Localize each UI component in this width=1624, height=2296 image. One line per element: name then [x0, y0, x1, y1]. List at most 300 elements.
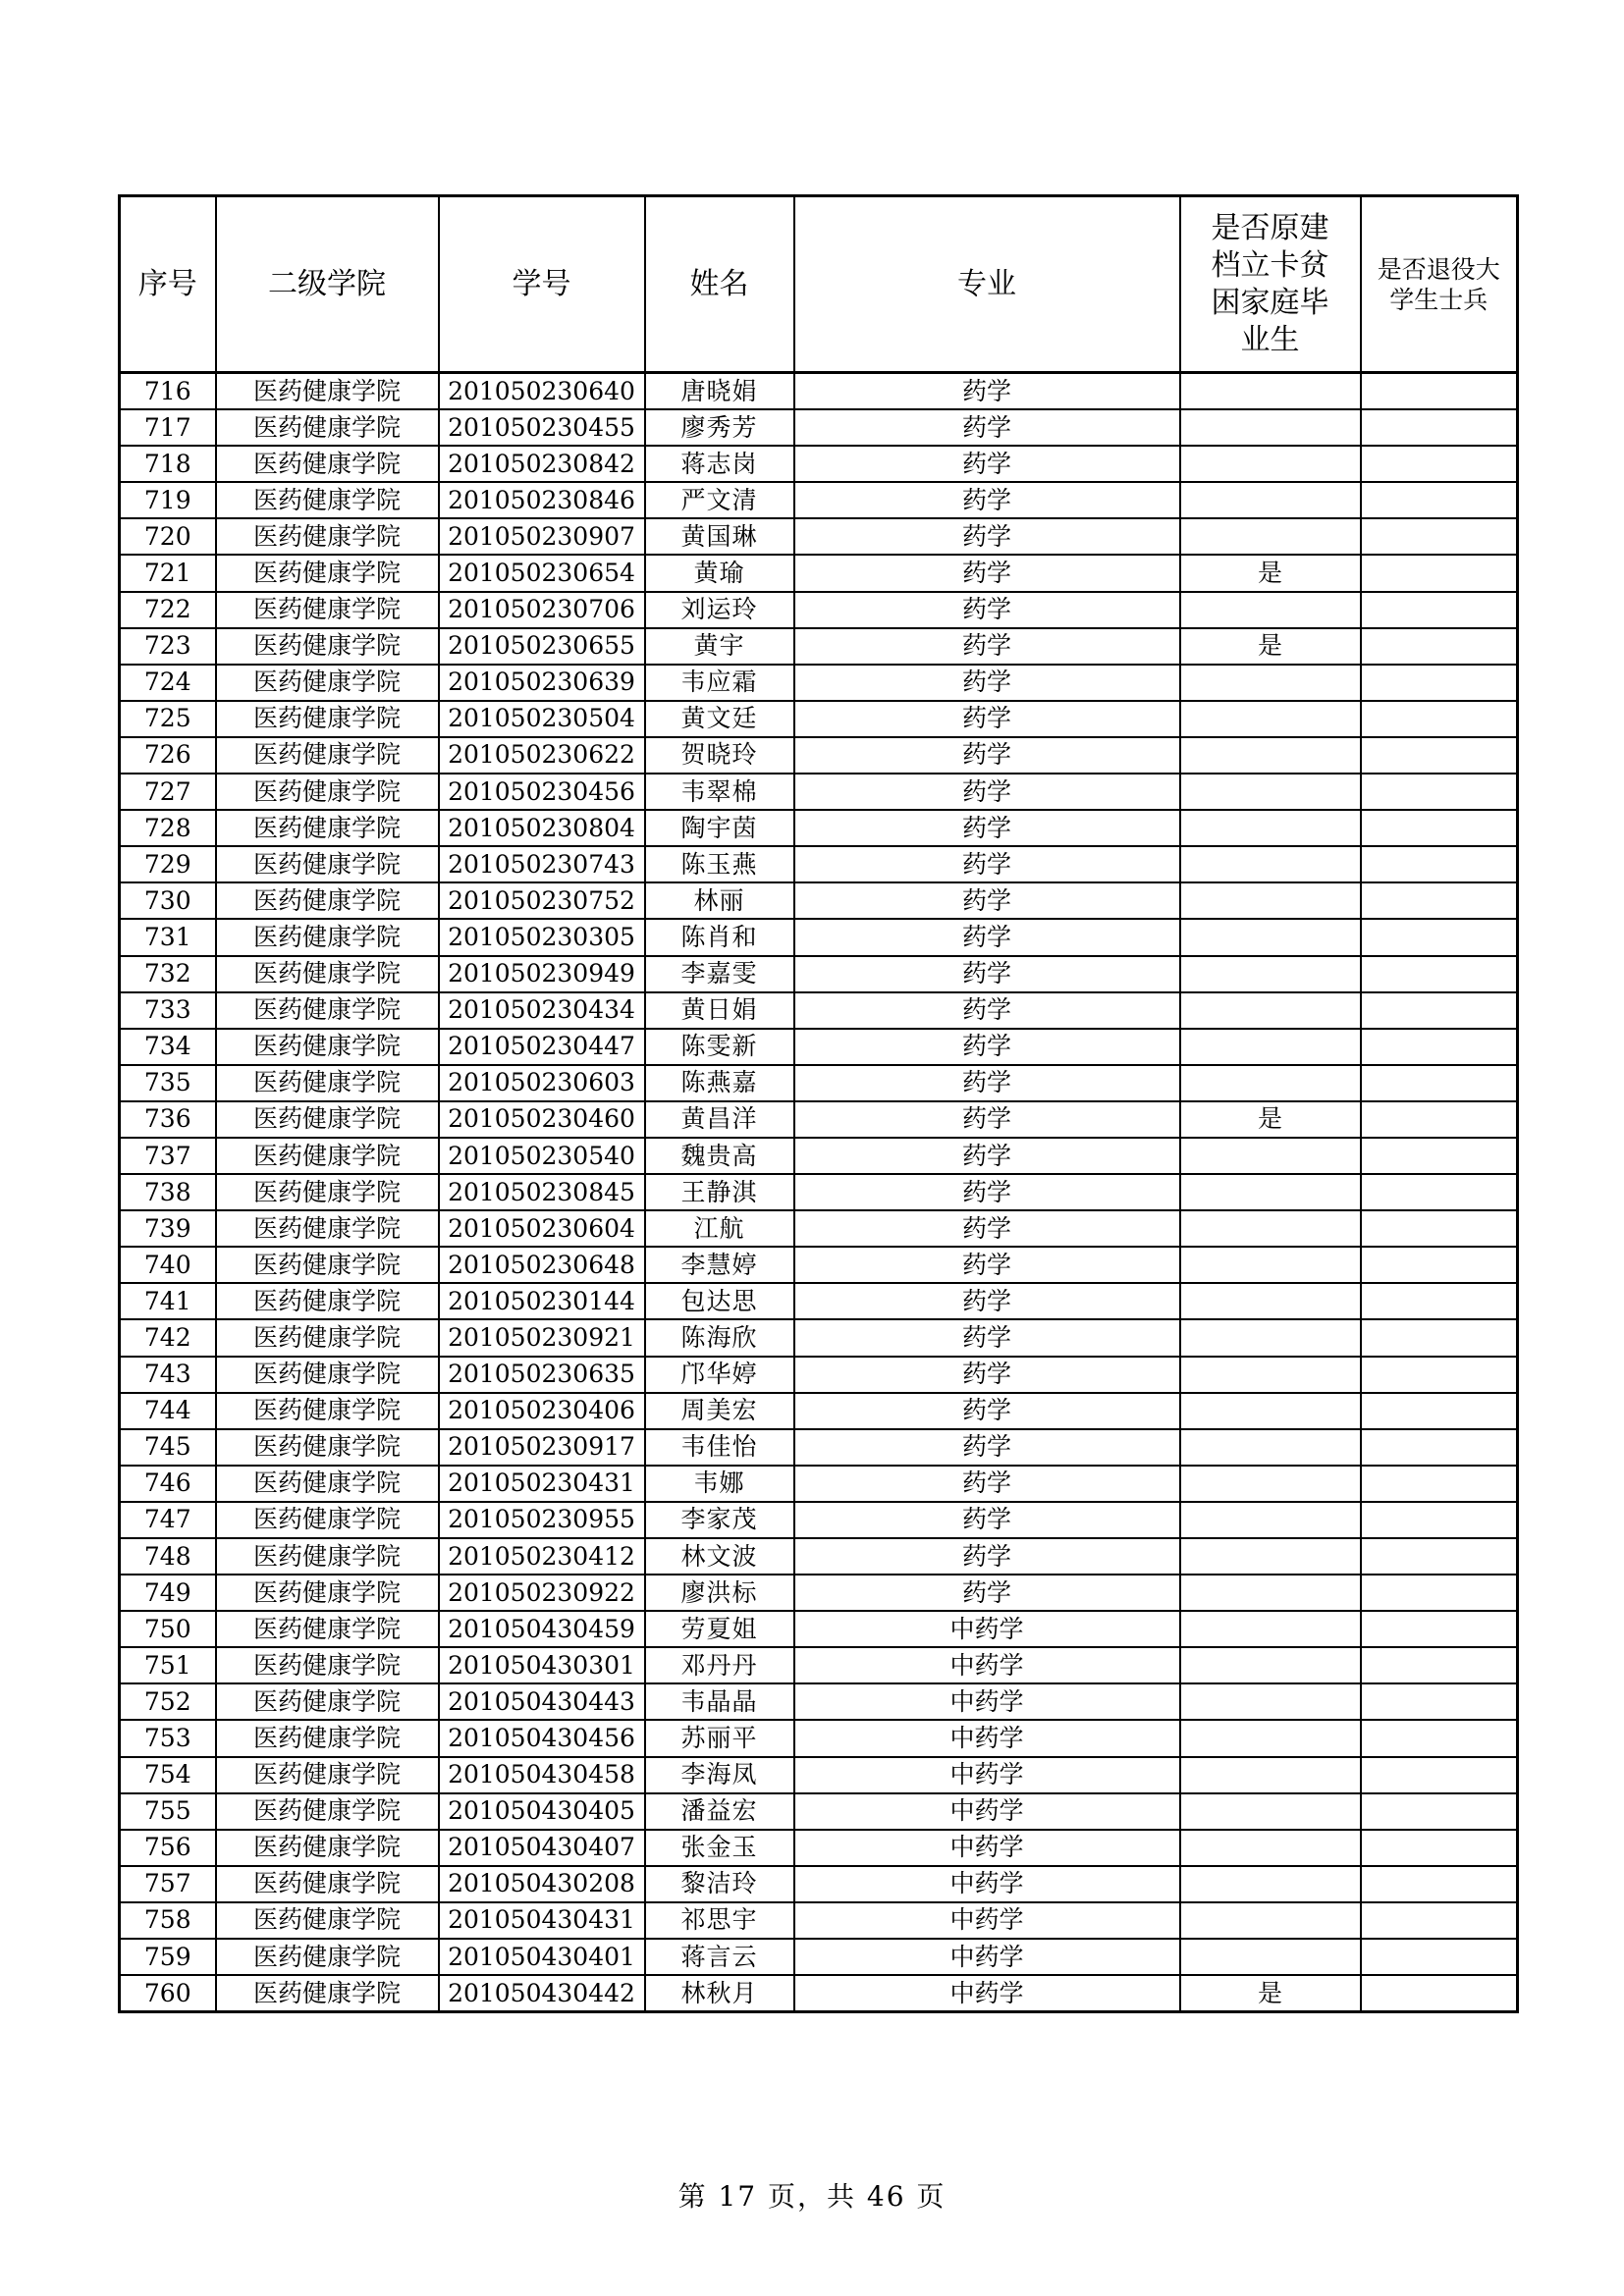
cell-poverty — [1180, 1174, 1361, 1210]
cell-student-id: 201050230447 — [439, 1029, 645, 1065]
cell-seq: 721 — [120, 555, 216, 591]
cell-college: 医药健康学院 — [216, 1793, 439, 1830]
cell-name: 陈玉燕 — [645, 846, 794, 882]
cell-college: 医药健康学院 — [216, 1720, 439, 1756]
cell-college: 医药健康学院 — [216, 701, 439, 737]
cell-poverty — [1180, 919, 1361, 955]
cell-poverty — [1180, 1939, 1361, 1975]
table-row — [120, 628, 1518, 665]
cell-seq: 729 — [120, 846, 216, 882]
table-row — [120, 992, 1518, 1029]
cell-college: 医药健康学院 — [216, 409, 439, 446]
cell-student-id: 201050430401 — [439, 1939, 645, 1975]
cell-name: 陈雯新 — [645, 1029, 794, 1065]
table-row — [120, 446, 1518, 482]
table-row — [120, 846, 1518, 882]
cell-college: 医药健康学院 — [216, 1902, 439, 1939]
cell-veteran — [1361, 665, 1518, 701]
cell-student-id: 201050230955 — [439, 1502, 645, 1538]
cell-college: 医药健康学院 — [216, 1319, 439, 1356]
cell-veteran — [1361, 1502, 1518, 1538]
cell-poverty — [1180, 701, 1361, 737]
table-row — [120, 1502, 1518, 1538]
table-row — [120, 1210, 1518, 1247]
table-row — [120, 1975, 1518, 2012]
table-row — [120, 1029, 1518, 1065]
cell-seq: 724 — [120, 665, 216, 701]
cell-poverty — [1180, 1538, 1361, 1575]
cell-college: 医药健康学院 — [216, 1611, 439, 1647]
cell-name: 唐晓娟 — [645, 373, 794, 410]
cell-seq: 745 — [120, 1429, 216, 1466]
cell-major: 药学 — [794, 1210, 1180, 1247]
cell-student-id: 201050230648 — [439, 1247, 645, 1283]
cell-veteran — [1361, 1466, 1518, 1502]
cell-major: 中药学 — [794, 1647, 1180, 1683]
cell-poverty — [1180, 1793, 1361, 1830]
cell-veteran — [1361, 1393, 1518, 1429]
cell-student-id: 201050230460 — [439, 1101, 645, 1138]
cell-poverty — [1180, 1283, 1361, 1319]
cell-name: 黄日娟 — [645, 992, 794, 1029]
table-row — [120, 1793, 1518, 1830]
table-row — [120, 737, 1518, 774]
cell-poverty — [1180, 373, 1361, 410]
cell-name: 林秋月 — [645, 1975, 794, 2012]
cell-poverty — [1180, 665, 1361, 701]
cell-college: 医药健康学院 — [216, 592, 439, 628]
cell-student-id: 201050430443 — [439, 1683, 645, 1720]
cell-college: 医药健康学院 — [216, 919, 439, 955]
table-row — [120, 1538, 1518, 1575]
cell-seq: 741 — [120, 1283, 216, 1319]
table-row — [120, 1611, 1518, 1647]
cell-poverty — [1180, 482, 1361, 518]
cell-veteran — [1361, 1429, 1518, 1466]
cell-seq: 757 — [120, 1866, 216, 1902]
cell-veteran — [1361, 1683, 1518, 1720]
cell-major: 药学 — [794, 992, 1180, 1029]
cell-poverty — [1180, 518, 1361, 555]
cell-college: 医药健康学院 — [216, 1975, 439, 2012]
cell-poverty — [1180, 592, 1361, 628]
cell-seq: 719 — [120, 482, 216, 518]
cell-name: 周美宏 — [645, 1393, 794, 1429]
cell-major: 药学 — [794, 1101, 1180, 1138]
cell-veteran — [1361, 1029, 1518, 1065]
cell-seq: 752 — [120, 1683, 216, 1720]
table-row — [120, 1357, 1518, 1393]
cell-name: 刘运玲 — [645, 592, 794, 628]
cell-poverty — [1180, 737, 1361, 774]
cell-major: 中药学 — [794, 1611, 1180, 1647]
cell-seq: 733 — [120, 992, 216, 1029]
table-row — [120, 882, 1518, 919]
cell-college: 医药健康学院 — [216, 1830, 439, 1866]
cell-name: 黄国琳 — [645, 518, 794, 555]
cell-major: 药学 — [794, 592, 1180, 628]
table-row — [120, 1393, 1518, 1429]
cell-major: 药学 — [794, 1283, 1180, 1319]
cell-name: 祁思宇 — [645, 1902, 794, 1939]
cell-college: 医药健康学院 — [216, 1466, 439, 1502]
cell-name: 韦佳怡 — [645, 1429, 794, 1466]
cell-name: 黄瑜 — [645, 555, 794, 591]
table-row — [120, 1939, 1518, 1975]
cell-student-id: 201050230455 — [439, 409, 645, 446]
table-row — [120, 774, 1518, 810]
cell-student-id: 201050230706 — [439, 592, 645, 628]
cell-poverty — [1180, 1502, 1361, 1538]
cell-poverty — [1180, 1575, 1361, 1611]
cell-seq: 760 — [120, 1975, 216, 2012]
cell-name: 黎洁玲 — [645, 1866, 794, 1902]
cell-name: 严文清 — [645, 482, 794, 518]
cell-seq: 755 — [120, 1793, 216, 1830]
cell-seq: 730 — [120, 882, 216, 919]
cell-seq: 750 — [120, 1611, 216, 1647]
table-row — [120, 1683, 1518, 1720]
cell-seq: 744 — [120, 1393, 216, 1429]
cell-seq: 740 — [120, 1247, 216, 1283]
cell-seq: 751 — [120, 1647, 216, 1683]
cell-student-id: 201050430459 — [439, 1611, 645, 1647]
cell-major: 药学 — [794, 1466, 1180, 1502]
cell-poverty — [1180, 956, 1361, 992]
cell-student-id: 201050230144 — [439, 1283, 645, 1319]
cell-name: 蒋言云 — [645, 1939, 794, 1975]
cell-seq: 716 — [120, 373, 216, 410]
cell-student-id: 201050430405 — [439, 1793, 645, 1830]
cell-poverty — [1180, 1866, 1361, 1902]
cell-student-id: 201050230622 — [439, 737, 645, 774]
cell-college: 医药健康学院 — [216, 1429, 439, 1466]
cell-seq: 747 — [120, 1502, 216, 1538]
cell-veteran — [1361, 409, 1518, 446]
cell-major: 药学 — [794, 701, 1180, 737]
cell-college: 医药健康学院 — [216, 1866, 439, 1902]
cell-name: 潘益宏 — [645, 1793, 794, 1830]
cell-seq: 732 — [120, 956, 216, 992]
cell-name: 苏丽平 — [645, 1720, 794, 1756]
cell-major: 中药学 — [794, 1720, 1180, 1756]
cell-student-id: 201050430431 — [439, 1902, 645, 1939]
cell-name: 韦翠棉 — [645, 774, 794, 810]
cell-college: 医药健康学院 — [216, 1757, 439, 1793]
cell-name: 陶宇茵 — [645, 810, 794, 846]
cell-veteran — [1361, 882, 1518, 919]
table-row — [120, 1720, 1518, 1756]
cell-name: 韦晶晶 — [645, 1683, 794, 1720]
cell-student-id: 201050230456 — [439, 774, 645, 810]
table-row — [120, 665, 1518, 701]
cell-veteran — [1361, 1138, 1518, 1174]
cell-seq: 734 — [120, 1029, 216, 1065]
cell-veteran — [1361, 1866, 1518, 1902]
cell-name: 廖秀芳 — [645, 409, 794, 446]
cell-college: 医药健康学院 — [216, 1393, 439, 1429]
cell-name: 劳夏姐 — [645, 1611, 794, 1647]
cell-name: 江航 — [645, 1210, 794, 1247]
cell-major: 药学 — [794, 956, 1180, 992]
cell-seq: 722 — [120, 592, 216, 628]
cell-student-id: 201050230434 — [439, 992, 645, 1029]
cell-veteran — [1361, 592, 1518, 628]
cell-college: 医药健康学院 — [216, 1065, 439, 1101]
cell-major: 中药学 — [794, 1902, 1180, 1939]
cell-student-id: 201050230504 — [439, 701, 645, 737]
table-row — [120, 701, 1518, 737]
cell-major: 药学 — [794, 1538, 1180, 1575]
page-footer: 第 17 页，共 46 页 — [677, 2180, 947, 2213]
cell-college: 医药健康学院 — [216, 1357, 439, 1393]
table-row — [120, 1466, 1518, 1502]
cell-college: 医药健康学院 — [216, 810, 439, 846]
cell-poverty — [1180, 1466, 1361, 1502]
cell-student-id: 201050230412 — [439, 1538, 645, 1575]
cell-student-id: 201050230635 — [439, 1357, 645, 1393]
cell-veteran — [1361, 1647, 1518, 1683]
table-row — [120, 1174, 1518, 1210]
cell-student-id: 201050230917 — [439, 1429, 645, 1466]
cell-major: 药学 — [794, 1029, 1180, 1065]
cell-student-id: 201050230804 — [439, 810, 645, 846]
cell-name: 陈燕嘉 — [645, 1065, 794, 1101]
cell-name: 蒋志岗 — [645, 446, 794, 482]
cell-veteran — [1361, 810, 1518, 846]
cell-major: 药学 — [794, 1138, 1180, 1174]
cell-student-id: 201050230655 — [439, 628, 645, 665]
cell-poverty — [1180, 1138, 1361, 1174]
cell-seq: 749 — [120, 1575, 216, 1611]
cell-college: 医药健康学院 — [216, 956, 439, 992]
cell-veteran — [1361, 1101, 1518, 1138]
cell-poverty — [1180, 1029, 1361, 1065]
table-row — [120, 1647, 1518, 1683]
cell-major: 药学 — [794, 665, 1180, 701]
cell-poverty — [1180, 1393, 1361, 1429]
cell-major: 药学 — [794, 518, 1180, 555]
cell-major: 中药学 — [794, 1793, 1180, 1830]
table-row — [120, 1830, 1518, 1866]
cell-student-id: 201050230949 — [439, 956, 645, 992]
cell-major: 中药学 — [794, 1757, 1180, 1793]
cell-major: 药学 — [794, 1319, 1180, 1356]
table-row — [120, 592, 1518, 628]
cell-student-id: 201050230431 — [439, 1466, 645, 1502]
cell-name: 邝华婷 — [645, 1357, 794, 1393]
cell-college: 医药健康学院 — [216, 992, 439, 1029]
cell-college: 医药健康学院 — [216, 1101, 439, 1138]
cell-major: 药学 — [794, 1393, 1180, 1429]
cell-seq: 737 — [120, 1138, 216, 1174]
cell-major: 药学 — [794, 555, 1180, 591]
cell-poverty — [1180, 1357, 1361, 1393]
cell-poverty — [1180, 810, 1361, 846]
cell-poverty: 是 — [1180, 628, 1361, 665]
cell-name: 王静淇 — [645, 1174, 794, 1210]
cell-college: 医药健康学院 — [216, 1029, 439, 1065]
header-veteran-text: 是否退役大学生士兵 — [1377, 254, 1500, 314]
cell-major: 中药学 — [794, 1866, 1180, 1902]
cell-veteran — [1361, 956, 1518, 992]
cell-college: 医药健康学院 — [216, 882, 439, 919]
cell-veteran — [1361, 1793, 1518, 1830]
cell-veteran — [1361, 1319, 1518, 1356]
cell-veteran — [1361, 1065, 1518, 1101]
cell-veteran — [1361, 992, 1518, 1029]
cell-student-id: 201050230907 — [439, 518, 645, 555]
cell-major: 药学 — [794, 1429, 1180, 1466]
table-body — [120, 373, 1518, 2012]
header-major: 专业 — [794, 196, 1180, 373]
cell-student-id: 201050430407 — [439, 1830, 645, 1866]
cell-student-id: 201050230640 — [439, 373, 645, 410]
cell-seq: 758 — [120, 1902, 216, 1939]
header-name: 姓名 — [645, 196, 794, 373]
table-row — [120, 956, 1518, 992]
cell-student-id: 201050430301 — [439, 1647, 645, 1683]
cell-poverty — [1180, 1830, 1361, 1866]
cell-seq: 718 — [120, 446, 216, 482]
cell-student-id: 201050230842 — [439, 446, 645, 482]
cell-seq: 728 — [120, 810, 216, 846]
cell-major: 中药学 — [794, 1830, 1180, 1866]
cell-student-id: 201050230603 — [439, 1065, 645, 1101]
cell-seq: 756 — [120, 1830, 216, 1866]
table-row — [120, 1902, 1518, 1939]
cell-seq: 743 — [120, 1357, 216, 1393]
cell-student-id: 201050230639 — [439, 665, 645, 701]
cell-veteran — [1361, 446, 1518, 482]
cell-college: 医药健康学院 — [216, 1283, 439, 1319]
cell-college: 医药健康学院 — [216, 446, 439, 482]
table-row — [120, 555, 1518, 591]
cell-veteran — [1361, 1830, 1518, 1866]
cell-college: 医药健康学院 — [216, 1174, 439, 1210]
cell-college: 医药健康学院 — [216, 774, 439, 810]
cell-college: 医药健康学院 — [216, 1138, 439, 1174]
cell-poverty — [1180, 446, 1361, 482]
cell-major: 药学 — [794, 1575, 1180, 1611]
cell-name: 韦应霜 — [645, 665, 794, 701]
cell-veteran — [1361, 774, 1518, 810]
cell-veteran — [1361, 1611, 1518, 1647]
cell-major: 药学 — [794, 846, 1180, 882]
cell-student-id: 201050430208 — [439, 1866, 645, 1902]
cell-poverty — [1180, 774, 1361, 810]
cell-veteran — [1361, 1720, 1518, 1756]
cell-poverty — [1180, 1210, 1361, 1247]
cell-poverty: 是 — [1180, 1975, 1361, 2012]
cell-college: 医药健康学院 — [216, 1247, 439, 1283]
cell-major: 药学 — [794, 1247, 1180, 1283]
cell-veteran — [1361, 1975, 1518, 2012]
cell-student-id: 201050230922 — [439, 1575, 645, 1611]
table-row — [120, 1575, 1518, 1611]
table-row — [120, 1319, 1518, 1356]
cell-poverty — [1180, 1319, 1361, 1356]
cell-name: 李嘉雯 — [645, 956, 794, 992]
cell-name: 林文波 — [645, 1538, 794, 1575]
table-row — [120, 518, 1518, 555]
cell-name: 黄文廷 — [645, 701, 794, 737]
cell-college: 医药健康学院 — [216, 737, 439, 774]
header-poverty — [1180, 196, 1361, 373]
cell-poverty — [1180, 1611, 1361, 1647]
cell-veteran — [1361, 1247, 1518, 1283]
cell-major: 中药学 — [794, 1683, 1180, 1720]
table-row — [120, 1429, 1518, 1466]
table-row — [120, 810, 1518, 846]
cell-student-id: 201050230845 — [439, 1174, 645, 1210]
cell-name: 包达思 — [645, 1283, 794, 1319]
cell-college: 医药健康学院 — [216, 482, 439, 518]
table-row — [120, 1247, 1518, 1283]
cell-veteran — [1361, 1757, 1518, 1793]
table-row — [120, 1065, 1518, 1101]
cell-major: 药学 — [794, 373, 1180, 410]
header-seq: 序号 — [120, 196, 216, 373]
cell-major: 药学 — [794, 774, 1180, 810]
cell-seq: 717 — [120, 409, 216, 446]
cell-major: 药学 — [794, 1174, 1180, 1210]
cell-veteran — [1361, 737, 1518, 774]
header-student-id: 学号 — [439, 196, 645, 373]
cell-seq: 725 — [120, 701, 216, 737]
cell-name: 廖洪标 — [645, 1575, 794, 1611]
cell-seq: 723 — [120, 628, 216, 665]
cell-college: 医药健康学院 — [216, 555, 439, 591]
cell-student-id: 201050230540 — [439, 1138, 645, 1174]
header-row — [120, 196, 1518, 373]
cell-student-id: 201050230752 — [439, 882, 645, 919]
cell-college: 医药健康学院 — [216, 628, 439, 665]
cell-seq: 748 — [120, 1538, 216, 1575]
student-table — [118, 194, 1519, 2013]
cell-student-id: 201050230406 — [439, 1393, 645, 1429]
header-college: 二级学院 — [216, 196, 439, 373]
cell-major: 药学 — [794, 482, 1180, 518]
cell-poverty — [1180, 1065, 1361, 1101]
cell-veteran — [1361, 1174, 1518, 1210]
cell-seq: 742 — [120, 1319, 216, 1356]
cell-seq: 746 — [120, 1466, 216, 1502]
cell-student-id: 201050430442 — [439, 1975, 645, 2012]
cell-major: 药学 — [794, 446, 1180, 482]
cell-veteran — [1361, 1357, 1518, 1393]
cell-poverty: 是 — [1180, 1101, 1361, 1138]
table-row — [120, 1138, 1518, 1174]
cell-veteran — [1361, 373, 1518, 410]
cell-major: 药学 — [794, 409, 1180, 446]
cell-major: 药学 — [794, 810, 1180, 846]
cell-student-id: 201050230846 — [439, 482, 645, 518]
cell-name: 李慧婷 — [645, 1247, 794, 1283]
cell-student-id: 201050230604 — [439, 1210, 645, 1247]
cell-student-id: 201050230743 — [439, 846, 645, 882]
cell-name: 陈海欣 — [645, 1319, 794, 1356]
cell-veteran — [1361, 1283, 1518, 1319]
table-row — [120, 373, 1518, 410]
header-poverty-text: 是否原建档立卡贫困家庭毕业生 — [1211, 210, 1329, 357]
cell-name: 陈肖和 — [645, 919, 794, 955]
cell-major: 药学 — [794, 882, 1180, 919]
cell-seq: 726 — [120, 737, 216, 774]
cell-veteran — [1361, 701, 1518, 737]
cell-college: 医药健康学院 — [216, 518, 439, 555]
cell-name: 李家茂 — [645, 1502, 794, 1538]
